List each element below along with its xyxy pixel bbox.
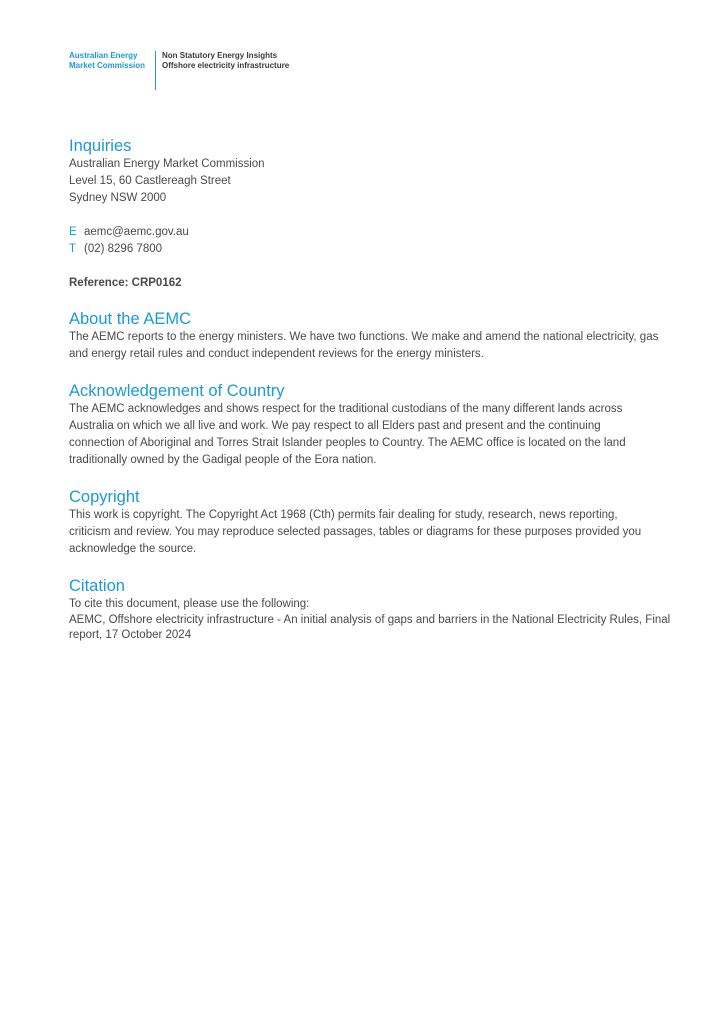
document-meta [162,51,322,71]
brand-line-1: Australian Energy [69,51,138,60]
email-row [69,224,684,241]
acknowledgement-section [69,381,684,469]
acknowledgement-heading: Acknowledgement of Country [69,382,285,400]
copyright-section [69,487,684,558]
email-label: E [69,226,77,238]
address-line: Sydney NSW 2000 [69,192,167,204]
email-link[interactable]: aemc@aemc.gov.au [84,226,189,238]
about-heading: About the AEMC [69,310,191,328]
copyright-text: This work is copyright. The Copyright Act 1968 (Cth) permits fair dealing for study, research, news reporting, criticism and review. You may reproduce selected passages, tables or diagrams for these purposes provided you acknowledge the source. [69,509,642,555]
phone-number: (02) 8296 7800 [84,243,163,255]
address-line: Australian Energy Market Commission [69,158,265,170]
about-section [69,309,684,363]
page-content [69,136,684,643]
reference-number: Reference: CRP0162 [69,277,182,289]
inquiries-section [69,136,684,292]
citation-text: AEMC, Offshore electricity infrastructure - An initial analysis of gaps and barriers in the National Electricity Rules, Final report, 17 October 2024 [69,614,671,641]
phone-row [69,241,684,258]
address-line: Level 15, 60 Castlereagh Street [69,175,231,187]
header-divider [155,51,156,90]
copyright-heading: Copyright [69,488,140,506]
citation-section [69,576,684,643]
aemc-logo-text [69,51,149,71]
citation-heading: Citation [69,577,125,595]
inquiries-heading: Inquiries [69,137,132,155]
citation-intro: To cite this document, please use the following: [69,598,310,610]
about-text: The AEMC reports to the energy ministers. We have two functions. We make and amend the national electricity, gas and energy retail rules and conduct independent reviews for the energy ministers. [69,331,659,360]
phone-label: T [69,243,77,255]
brand-line-2: Market Commission [69,61,146,70]
report-series: Non Statutory Energy Insights [162,51,278,60]
report-title: Offshore electricity infrastructure [162,61,290,70]
acknowledgement-text: The AEMC acknowledges and shows respect for the traditional custodians of the many different lands across Australia on which we all live and work. We pay respect to all Elders past and present and the continuing connection of Aboriginal and Torres Strait Islander peoples to Country. The AEMC office is located on the land traditionally owned by the Gadigal people of the Eora nation. [69,403,626,466]
